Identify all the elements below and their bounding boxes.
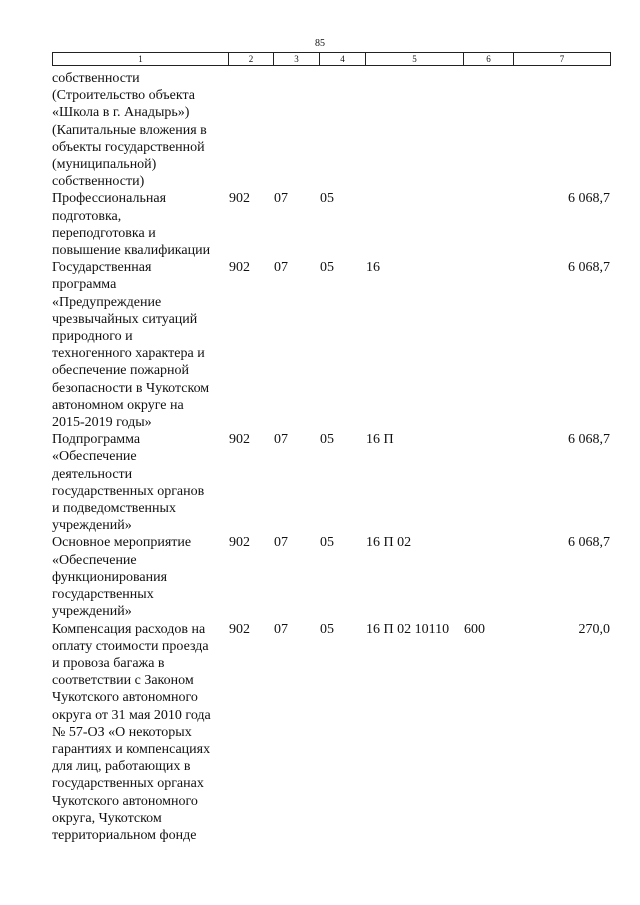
amount-cell: 270,0 [578,621,610,637]
row-name-line: Чукотского автономного [52,690,198,706]
amount-cell: 6 068,7 [568,535,610,551]
row-name-line: округа, Чукотском [52,810,162,826]
grbs-cell: 902 [229,432,250,448]
row-name-line: и подведомственных [52,501,176,517]
row-name-line: «Обеспечение [52,552,137,568]
subsection-cell: 05 [320,260,334,276]
row-name-line: Основное мероприятие [52,535,192,551]
header-col-2: 2 [229,53,274,66]
row-name-line: (муниципальной) [52,157,157,173]
table-row [52,190,610,259]
row-name-line: соответствии с Законом [52,673,194,689]
table-row [52,70,610,190]
amount-cell: 6 068,7 [568,260,610,276]
row-name-line: № 57-ОЗ «О некоторых [52,724,192,740]
header-col-3: 3 [274,53,320,66]
table-row [52,431,610,534]
grbs-cell: 902 [229,621,250,637]
row-name-line: техногенного характера и [52,346,205,362]
row-name-line: переподготовка и [52,225,156,241]
row-name-line: Профессиональная [52,191,167,207]
row-name-line: автономном округе на [52,397,184,413]
grbs-cell: 902 [229,260,250,276]
row-name-line: повышение квалификации [52,243,211,259]
subsection-cell: 05 [320,535,334,551]
row-name-line: «Обеспечение [52,449,137,465]
row-name-line: чрезвычайных ситуаций [52,311,198,327]
header-col-1: 1 [53,53,229,66]
header-col-6: 6 [464,53,514,66]
row-name-line: Компенсация расходов на [52,621,206,637]
table-body [52,70,610,844]
row-name-line: безопасности в Чукотском [52,380,210,396]
row-name-line: для лиц, работающих в [52,759,191,775]
table-header [52,52,611,66]
row-name-line: 2015-2019 годы» [52,415,152,431]
row-name-line: территориальном фонде [52,827,197,843]
row-name-line: собственности [52,71,140,86]
row-name-line: обеспечение пожарной [52,363,190,379]
target-article-cell: 16 [366,260,380,276]
row-name-line: объекты государственной [52,139,205,155]
table-row [52,534,610,620]
row-name-line: программа [52,277,117,293]
table-row [52,259,610,431]
target-article-cell: 16 П [366,432,394,448]
header-col-7: 7 [514,53,611,66]
row-name-line: природного и [52,329,133,345]
row-name-line: Государственная [52,260,152,276]
subsection-cell: 05 [320,621,334,637]
row-name-cell [52,259,228,431]
row-name-line: (Капитальные вложения в [52,122,207,138]
section-cell: 07 [274,260,288,276]
section-cell: 07 [274,191,288,207]
row-name-line: государственных [52,587,154,603]
section-cell: 07 [274,535,288,551]
row-name-cell [52,190,228,259]
row-name-line: и провоза багажа в [52,655,165,671]
row-name-cell [52,431,228,534]
subsection-cell: 05 [320,432,334,448]
row-name-line: учреждений» [52,604,132,620]
target-article-cell: 16 П 02 [366,535,412,551]
section-cell: 07 [274,432,288,448]
row-name-line: «Предупреждение [52,294,162,310]
header-col-4: 4 [320,53,366,66]
table-row [52,621,610,845]
row-name-line: государственных органов [52,483,205,499]
row-name-line: округа от 31 мая 2010 года [52,707,211,723]
row-name-line: Подпрограмма [52,432,141,448]
row-name-line: деятельности [52,466,133,482]
grbs-cell: 902 [229,191,250,207]
row-name-line: гарантиях и компенсациях [52,741,211,757]
subsection-cell: 05 [320,191,334,207]
row-name-line: Чукотского автономного [52,793,198,809]
section-cell: 07 [274,621,288,637]
row-name-cell [52,70,228,190]
expense-type-cell: 600 [464,621,485,637]
row-name-line: (Строительство объекта [52,88,195,104]
row-name-line: «Школа в г. Анадырь») [52,105,190,121]
grbs-cell: 902 [229,535,250,551]
amount-cell: 6 068,7 [568,432,610,448]
row-name-line: учреждений» [52,518,132,534]
row-name-line: функционирования [52,569,168,585]
header-col-5: 5 [366,53,464,66]
row-name-line: собственности) [52,174,145,190]
row-name-line: подготовка, [52,208,122,224]
amount-cell: 6 068,7 [568,191,610,207]
row-name-line: государственных органах [52,776,204,792]
row-name-line: оплату стоимости проезда [52,638,209,654]
row-name-cell [52,621,228,845]
row-name-cell [52,534,228,620]
target-article-cell: 16 П 02 10110 [366,621,450,637]
page-number: 85 [315,38,325,49]
